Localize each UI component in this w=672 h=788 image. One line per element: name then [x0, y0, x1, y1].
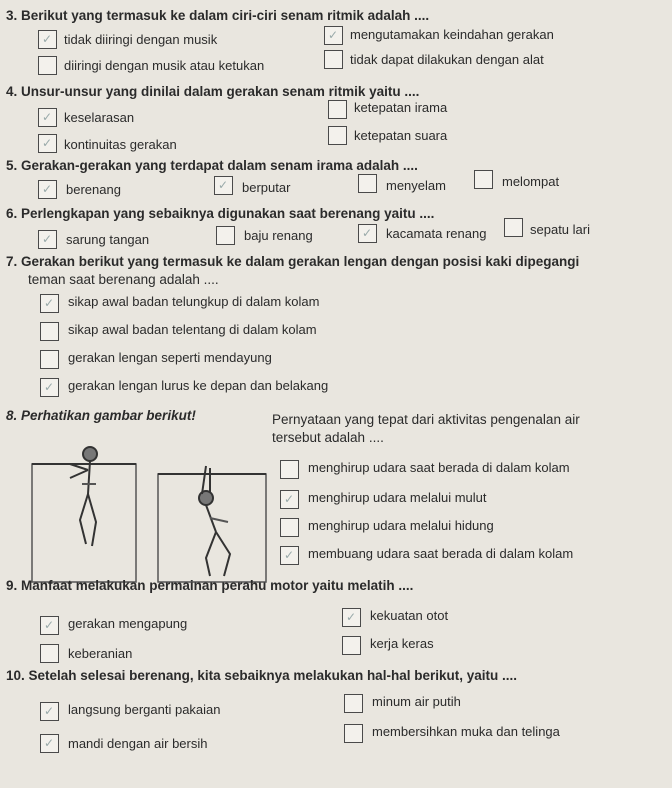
check-mark-icon: ✓	[284, 548, 295, 562]
q8-checkbox-d[interactable]	[280, 546, 299, 565]
check-mark-icon: ✓	[44, 296, 55, 310]
q9-checkbox-d[interactable]	[342, 636, 361, 655]
q3-checkbox-d[interactable]	[324, 50, 343, 69]
check-mark-icon: ✓	[284, 492, 295, 506]
q3-checkbox-c[interactable]	[38, 56, 57, 75]
check-mark-icon: ✓	[44, 618, 55, 632]
q3-checkbox-b[interactable]	[324, 26, 343, 45]
q5-checkbox-a[interactable]	[38, 180, 57, 199]
q8-checkbox-b[interactable]	[280, 490, 299, 509]
q9-checkbox-b[interactable]	[342, 608, 361, 627]
q10-checkbox-a[interactable]	[40, 702, 59, 721]
q6-option-b: baju renang	[244, 228, 313, 243]
q4-label: 4. Unsur-unsur yang dinilai dalam gerakan senam ritmik yaitu ....	[6, 84, 420, 99]
check-mark-icon: ✓	[42, 182, 53, 196]
q4-option-b: ketepatan irama	[354, 100, 448, 115]
q8-option-b: menghirup udara melalui mulut	[308, 490, 487, 505]
check-mark-icon: ✓	[44, 704, 55, 718]
q8-option-a: menghirup udara saat berada di dalam kolam	[308, 460, 570, 475]
check-mark-icon: ✓	[42, 110, 53, 124]
q8-statement-line1: Pernyataan yang tepat dari aktivitas pengenalan air	[272, 412, 580, 427]
q9-option-d: kerja keras	[370, 636, 434, 651]
check-mark-icon: ✓	[42, 32, 53, 46]
q5-option-d: melompat	[502, 174, 560, 189]
q5-label: 5. Gerakan-gerakan yang terdapat dalam senam irama adalah ....	[6, 158, 418, 173]
q4-option-a: keselarasan	[64, 110, 135, 125]
check-mark-icon: ✓	[44, 380, 55, 394]
q5-checkbox-d[interactable]	[474, 170, 493, 189]
check-mark-icon: ✓	[362, 226, 373, 240]
q10-option-b: minum air putih	[372, 694, 461, 709]
q5-option-a: berenang	[66, 182, 121, 197]
q9-option-b: kekuatan otot	[370, 608, 449, 623]
q5-checkbox-b[interactable]	[214, 176, 233, 195]
q10-checkbox-b[interactable]	[344, 694, 363, 713]
check-mark-icon: ✓	[218, 178, 229, 192]
q3-option-d: tidak dapat dilakukan dengan alat	[350, 52, 544, 67]
q9-option-a: gerakan mengapung	[68, 616, 188, 631]
q6-option-a: sarung tangan	[66, 232, 150, 247]
q6-label: 6. Perlengkapan yang sebaiknya digunakan saat berenang yaitu ....	[6, 206, 435, 221]
q6-checkbox-d[interactable]	[504, 218, 523, 237]
q3-label: 3. Berikut yang termasuk ke dalam ciri-ciri senam ritmik adalah ....	[6, 8, 430, 23]
q9-label: 9. Manfaat melakukan permainan perahu motor yaitu melatih ....	[6, 578, 414, 593]
q8-option-c: menghirup udara melalui hidung	[308, 518, 494, 533]
q5-option-b: berputar	[242, 180, 291, 195]
q8-checkbox-a[interactable]	[280, 460, 299, 479]
q3-option-a: tidak diiringi dengan musik	[64, 32, 218, 47]
q7-label-line1: 7. Gerakan berikut yang termasuk ke dalam gerakan lengan dengan posisi kaki dipegangi	[6, 254, 580, 269]
q5-option-c: menyelam	[386, 178, 446, 193]
q10-checkbox-d[interactable]	[344, 724, 363, 743]
q7-option-c: gerakan lengan seperti mendayung	[68, 350, 272, 365]
check-mark-icon: ✓	[44, 736, 55, 750]
swimming-pool-figure	[30, 436, 270, 584]
q6-option-c: kacamata renang	[386, 226, 487, 241]
q3-checkbox-a[interactable]	[38, 30, 57, 49]
q5-checkbox-c[interactable]	[358, 174, 377, 193]
q3-option-c: diiringi dengan musik atau ketukan	[64, 58, 265, 73]
q7-label-line2: teman saat berenang adalah ....	[28, 272, 219, 287]
q6-option-d: sepatu lari	[530, 222, 590, 237]
check-mark-icon: ✓	[328, 28, 339, 42]
check-mark-icon: ✓	[42, 232, 53, 246]
q4-option-c: kontinuitas gerakan	[64, 137, 177, 152]
q7-checkbox-c[interactable]	[40, 350, 59, 369]
q10-checkbox-c[interactable]	[40, 734, 59, 753]
q7-option-a: sikap awal badan telungkup di dalam kolam	[68, 294, 320, 309]
q4-checkbox-b[interactable]	[328, 100, 347, 119]
q9-checkbox-c[interactable]	[40, 644, 59, 663]
check-mark-icon: ✓	[346, 610, 357, 624]
q4-checkbox-a[interactable]	[38, 108, 57, 127]
q8-statement-line2: tersebut adalah ....	[272, 430, 384, 445]
q8-label: 8. Perhatikan gambar berikut!	[6, 408, 196, 423]
q4-checkbox-c[interactable]	[38, 134, 57, 153]
q8-option-d: membuang udara saat berada di dalam kolam	[308, 546, 574, 561]
q4-option-d: ketepatan suara	[354, 128, 448, 143]
q6-checkbox-b[interactable]	[216, 226, 235, 245]
check-mark-icon: ✓	[42, 136, 53, 150]
q10-label: 10. Setelah selesai berenang, kita sebaiknya melakukan hal-hal berikut, yaitu ....	[6, 668, 517, 683]
q6-checkbox-c[interactable]	[358, 224, 377, 243]
q4-checkbox-d[interactable]	[328, 126, 347, 145]
q7-checkbox-a[interactable]	[40, 294, 59, 313]
q7-checkbox-d[interactable]	[40, 378, 59, 397]
q10-option-c: mandi dengan air bersih	[68, 736, 208, 751]
q9-option-c: keberanian	[68, 646, 133, 661]
q9-checkbox-a[interactable]	[40, 616, 59, 635]
q6-checkbox-a[interactable]	[38, 230, 57, 249]
q7-option-d: gerakan lengan lurus ke depan dan belakang	[68, 378, 329, 393]
q7-checkbox-b[interactable]	[40, 322, 59, 341]
q8-checkbox-c[interactable]	[280, 518, 299, 537]
q10-option-d: membersihkan muka dan telinga	[372, 724, 560, 739]
q7-option-b: sikap awal badan telentang di dalam kolam	[68, 322, 317, 337]
q3-option-b: mengutamakan keindahan gerakan	[350, 27, 554, 42]
q10-option-a: langsung berganti pakaian	[68, 702, 221, 717]
